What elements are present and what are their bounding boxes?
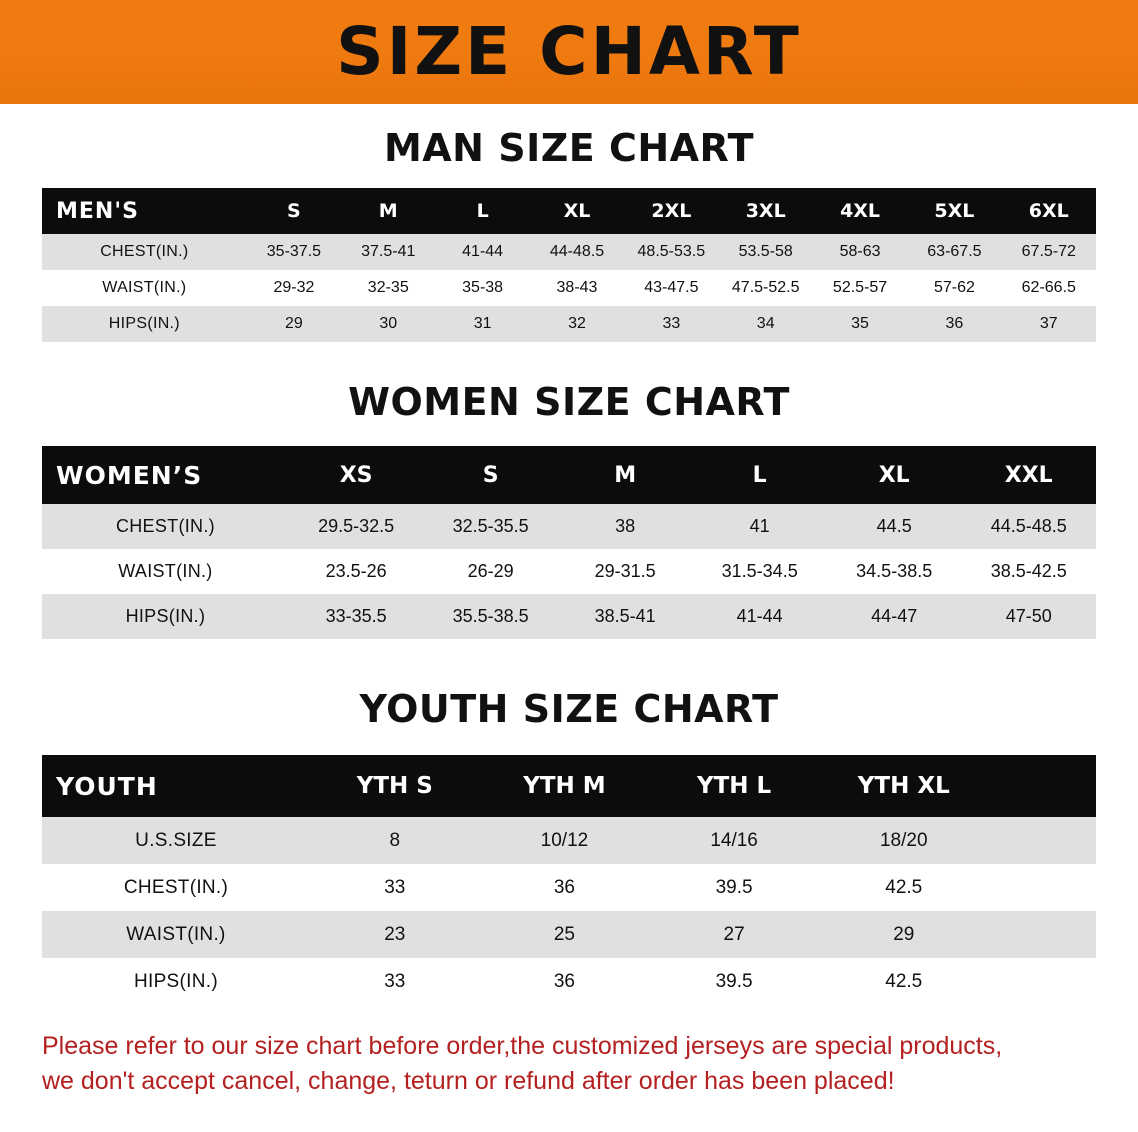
cell: 67.5-72 [1002,234,1096,270]
table-row [42,306,1096,342]
col-header-yth-xl: YTH XL [819,755,989,817]
cell: 32.5-35.5 [423,504,558,549]
man-size-table [42,188,1096,342]
cell: 39.5 [649,864,819,911]
table-row [42,270,1096,306]
man-section-heading: MAN SIZE CHART [383,126,755,170]
cell: 52.5-57 [813,270,907,306]
cell: 47.5-52.5 [719,270,813,306]
row-label-us-size: U.S.SIZE [42,817,310,864]
table-row [42,911,1096,958]
col-header-2xl: 2XL [624,188,718,234]
cell: 29 [819,911,989,958]
cell: 32 [530,306,624,342]
youth-section-heading: YOUTH SIZE CHART [359,687,779,731]
cell: 23 [310,911,480,958]
table-row [42,817,1096,864]
cell: 31.5-34.5 [692,549,827,594]
cell: 41 [692,504,827,549]
cell: 37 [1002,306,1096,342]
cell: 63-67.5 [907,234,1001,270]
cell: 42.5 [819,958,989,1005]
cell: 53.5-58 [719,234,813,270]
col-header-xs: XS [289,446,424,504]
cell: 58-63 [813,234,907,270]
youth-table-wrapper [0,755,1138,1005]
col-header-s: S [423,446,558,504]
cell: 18/20 [819,817,989,864]
cell: 48.5-53.5 [624,234,718,270]
cell: 38.5-41 [558,594,693,639]
cell-spacer [989,817,1096,864]
cell: 33 [624,306,718,342]
table-header-row [42,446,1096,504]
cell: 36 [907,306,1001,342]
cell: 10/12 [480,817,650,864]
cell: 35-37.5 [247,234,341,270]
women-table-wrapper [0,446,1138,639]
cell: 34.5-38.5 [827,549,962,594]
row-label-hips: HIPS(IN.) [42,306,247,342]
cell: 35-38 [435,270,529,306]
cell: 33 [310,864,480,911]
col-header-yth-m: YTH M [480,755,650,817]
row-label-waist: WAIST(IN.) [42,549,289,594]
col-header-l: L [435,188,529,234]
col-header-l: L [692,446,827,504]
col-header-5xl: 5XL [907,188,1001,234]
cell: 33-35.5 [289,594,424,639]
col-header-yth-s: YTH S [310,755,480,817]
cell: 41-44 [435,234,529,270]
cell: 26-29 [423,549,558,594]
table-row [42,234,1096,270]
cell: 34 [719,306,813,342]
col-header-m: M [341,188,435,234]
cell-spacer [989,864,1096,911]
row-label-waist: WAIST(IN.) [42,911,310,958]
col-header-xxl: XXL [961,446,1096,504]
cell: 25 [480,911,650,958]
col-header-3xl: 3XL [719,188,813,234]
cell: 23.5-26 [289,549,424,594]
youth-size-table [42,755,1096,1005]
cell: 47-50 [961,594,1096,639]
col-header-xl: XL [530,188,624,234]
table-row [42,958,1096,1005]
table-row [42,864,1096,911]
cell: 38-43 [530,270,624,306]
table-header-row [42,188,1096,234]
cell: 29-31.5 [558,549,693,594]
col-header-xl: XL [827,446,962,504]
table-row [42,504,1096,549]
col-header-m: M [558,446,693,504]
cell: 41-44 [692,594,827,639]
cell: 44-47 [827,594,962,639]
cell: 29-32 [247,270,341,306]
table-row [42,594,1096,639]
cell: 44.5 [827,504,962,549]
cell: 36 [480,958,650,1005]
cell: 57-62 [907,270,1001,306]
table-row [42,549,1096,594]
col-header-spacer [989,755,1096,817]
cell: 39.5 [649,958,819,1005]
cell: 38 [558,504,693,549]
policy-note-line-1: Please refer to our size chart before order,the customized jerseys are special products, [42,1032,1003,1060]
cell: 33 [310,958,480,1005]
cell: 35.5-38.5 [423,594,558,639]
row-label-waist: WAIST(IN.) [42,270,247,306]
cell: 37.5-41 [341,234,435,270]
cell: 8 [310,817,480,864]
women-size-table [42,446,1096,639]
row-label-chest: CHEST(IN.) [42,234,247,270]
cell: 29.5-32.5 [289,504,424,549]
table-header-row [42,755,1096,817]
cell: 30 [341,306,435,342]
col-header-yth-l: YTH L [649,755,819,817]
cell: 14/16 [649,817,819,864]
row-label-chest: CHEST(IN.) [42,504,289,549]
man-table-wrapper [0,188,1138,342]
cell: 38.5-42.5 [961,549,1096,594]
cell: 42.5 [819,864,989,911]
cell: 29 [247,306,341,342]
col-header-s: S [247,188,341,234]
cell: 36 [480,864,650,911]
row-label-hips: HIPS(IN.) [42,594,289,639]
cell-spacer [989,958,1096,1005]
col-header-4xl: 4XL [813,188,907,234]
row-label-hips: HIPS(IN.) [42,958,310,1005]
women-section-heading: WOMEN SIZE CHART [348,380,790,424]
cell: 44.5-48.5 [961,504,1096,549]
cell: 35 [813,306,907,342]
col-header-rowlabel: YOUTH [42,755,310,817]
cell: 62-66.5 [1002,270,1096,306]
cell-spacer [989,911,1096,958]
policy-note-line-2: we don't accept cancel, change, teturn or refund after order has been placed! [42,1066,895,1095]
row-label-chest: CHEST(IN.) [42,864,310,911]
cell: 44-48.5 [530,234,624,270]
col-header-6xl: 6XL [1002,188,1096,234]
col-header-rowlabel: MEN'S [42,188,247,234]
col-header-rowlabel: WOMEN’S [42,446,289,504]
cell: 43-47.5 [624,270,718,306]
header-banner [0,0,1138,104]
policy-note [0,1029,1138,1098]
cell: 31 [435,306,529,342]
page-title: SIZE CHART [336,13,802,90]
cell: 32-35 [341,270,435,306]
cell: 27 [649,911,819,958]
